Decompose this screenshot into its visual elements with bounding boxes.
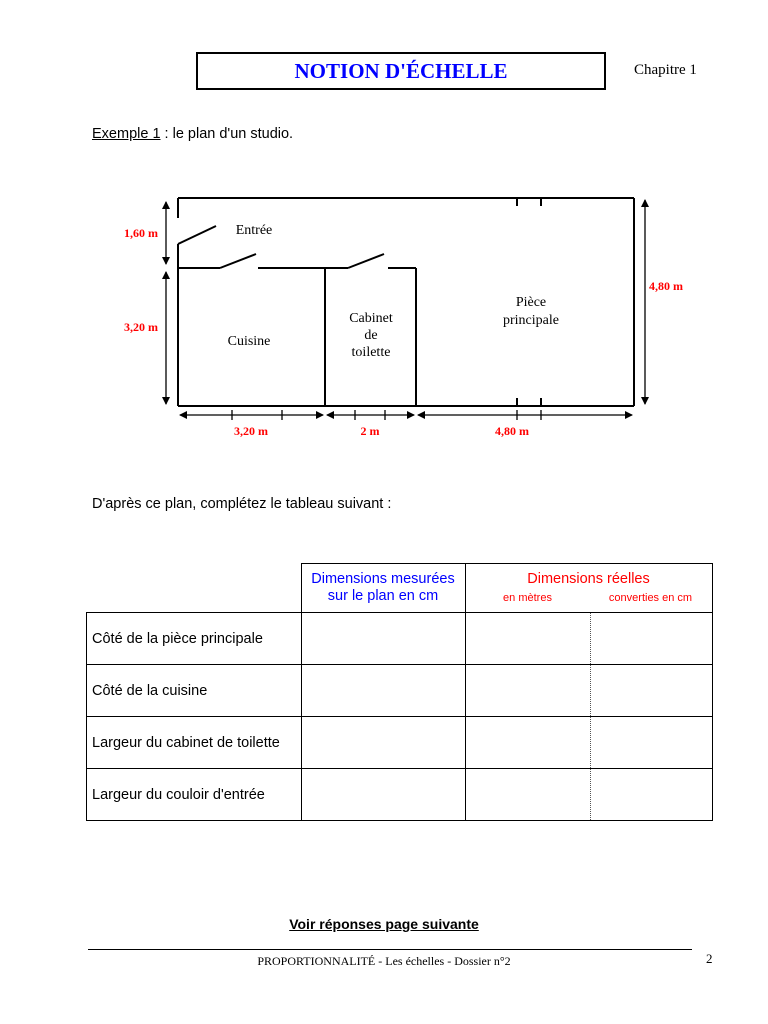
instruction-text: D'après ce plan, complétez le tableau suivant : [92,496,392,512]
input-cell-measured[interactable] [301,665,465,717]
chapter-label: Chapitre 1 [634,62,697,78]
room-label-piece-1: Pièce [515,295,547,310]
example-label: Exemple 1 [92,126,161,142]
sub-header-meters: en mètres [503,592,552,604]
room-label-cabinet-2: de [364,328,378,343]
input-cell-cm[interactable] [590,717,712,769]
page-number: 2 [706,951,713,966]
footer-divider [88,949,692,950]
input-cell-measured[interactable] [301,769,465,821]
room-label-cabinet-1: Cabinet [349,311,393,326]
input-cell-cm[interactable] [590,769,712,821]
room-label-cuisine: Cuisine [227,334,271,349]
header-real-subs [466,592,712,604]
dim-label-right: 4,80 m [649,279,683,293]
floor-plan [0,0,768,480]
input-cell-measured[interactable] [301,717,465,769]
row-label-couloir: Largeur du couloir d'entrée [87,769,302,821]
header-measured-line1: Dimensions mesurées [311,571,455,587]
input-cell-cm[interactable] [590,613,712,665]
dim-label-bottom-2: 2 m [360,424,380,438]
header-measured-line2: sur le plan en cm [327,588,439,604]
input-cell-meters[interactable] [465,769,590,821]
dimensions-table [86,563,713,821]
header-real-label: Dimensions réelles [527,571,650,587]
dim-label-bottom-3: 4,80 m [495,424,529,438]
room-label-entree: Entrée [235,223,273,238]
header-measured [301,564,465,613]
input-cell-measured[interactable] [301,613,465,665]
table-corner [87,564,302,613]
example-text: : le plan d'un studio. [160,126,294,142]
dim-label-left-bottom: 3,20 m [124,320,158,334]
input-cell-meters[interactable] [465,665,590,717]
answers-link[interactable]: Voir réponses page suivante [289,916,479,932]
input-cell-meters[interactable] [465,613,590,665]
row-label-piece: Côté de la pièce principale [87,613,302,665]
dim-label-left-top: 1,60 m [124,226,158,240]
page-title: NOTION D'ÉCHELLE [294,58,508,83]
footer-text: PROPORTIONNALITÉ - Les échelles - Dossier n°2 [257,954,511,968]
row-label-cuisine: Côté de la cuisine [87,665,302,717]
header-real [465,564,712,613]
room-label-cabinet-3: toilette [351,345,391,360]
input-cell-cm[interactable] [590,665,712,717]
row-label-cabinet: Largeur du cabinet de toilette [87,717,302,769]
sub-header-cm: converties en cm [608,592,693,604]
room-label-piece-2: principale [503,313,559,328]
dim-label-bottom-1: 3,20 m [234,424,268,438]
input-cell-meters[interactable] [465,717,590,769]
